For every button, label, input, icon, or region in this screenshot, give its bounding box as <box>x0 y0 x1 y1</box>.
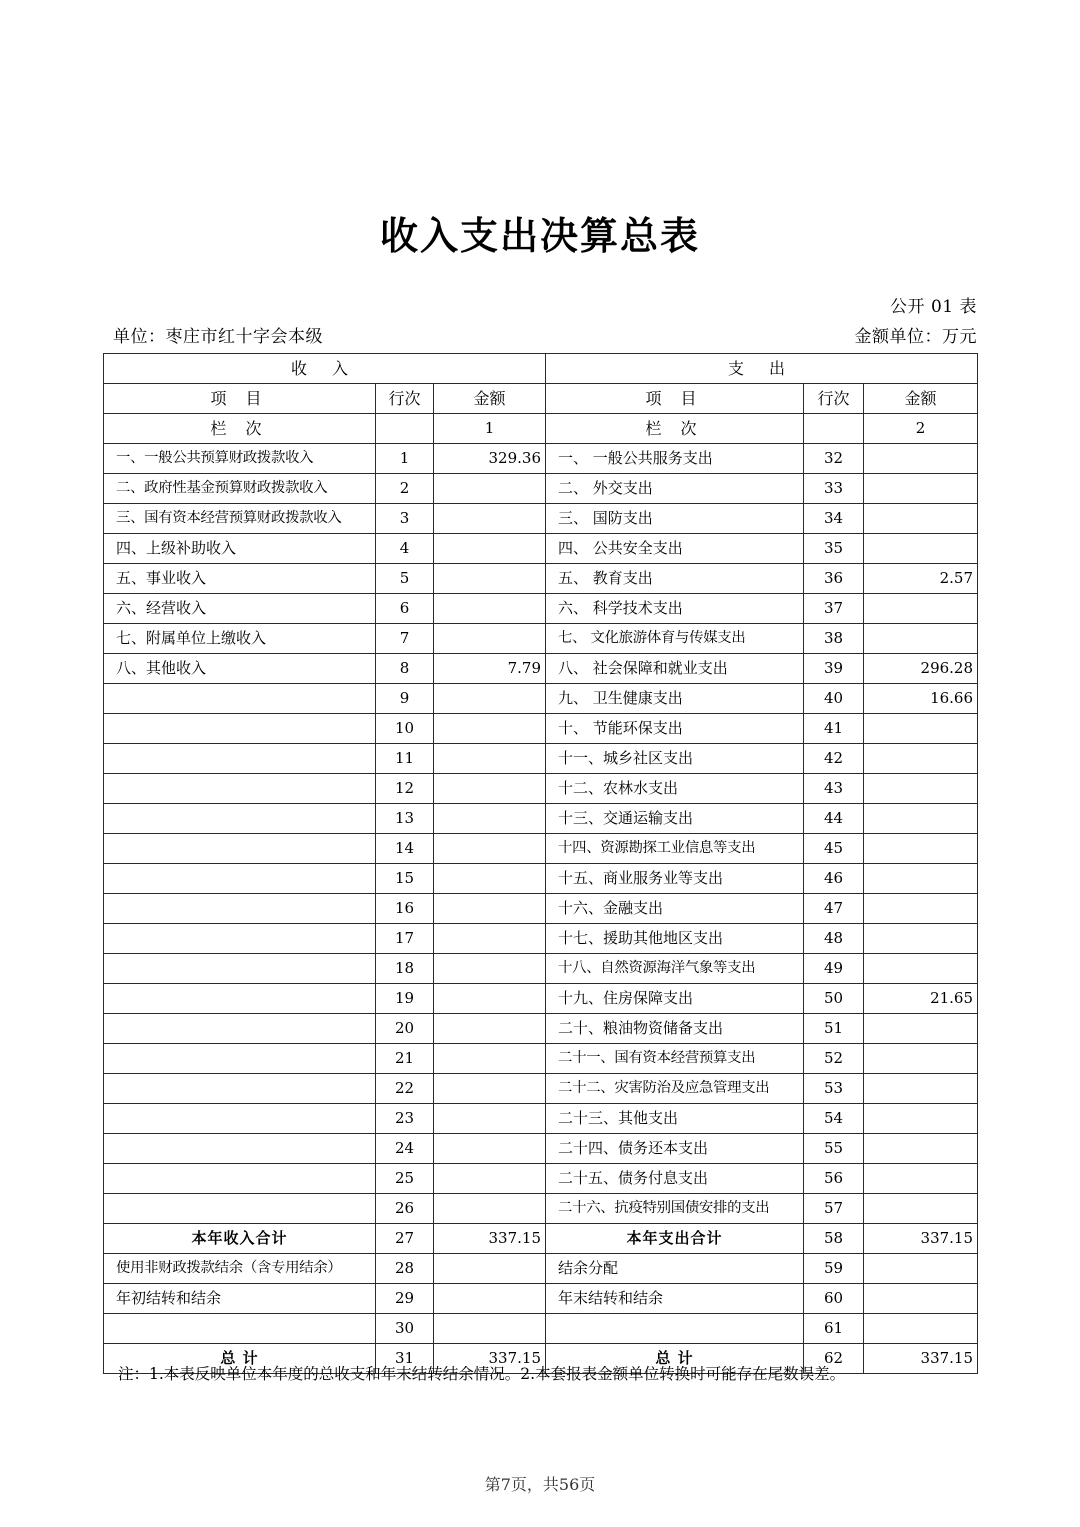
cell-expenditure-item-18 <box>546 984 804 1014</box>
cell-income-lineno-14: 15 <box>376 864 434 894</box>
cell-expenditure-item-4 <box>546 564 804 594</box>
table-column-index-row <box>104 414 978 444</box>
cell-expenditure-amount-20 <box>864 1044 978 1074</box>
column-header-expenditure-item: 项 目 <box>546 384 804 414</box>
table-row <box>104 1044 978 1074</box>
cell-income-item-13 <box>104 834 376 864</box>
cell-expenditure-amount-28 <box>864 1284 978 1314</box>
cell-expenditure-lineno-20: 52 <box>804 1044 864 1074</box>
cell-income-item-2-text: 三、国有资本经营预算财政拨款收入 <box>116 509 342 526</box>
cell-expenditure-item-5 <box>546 594 804 624</box>
cell-expenditure-item-23 <box>546 1134 804 1164</box>
cell-expenditure-item-24-text: 二十五、债务付息支出 <box>558 1169 709 1188</box>
cell-expenditure-item-22-text: 二十三、其他支出 <box>558 1109 679 1128</box>
cell-income-item-0-text: 一、一般公共预算财政拨款收入 <box>116 449 314 466</box>
cell-income-amount-13 <box>434 834 546 864</box>
cell-expenditure-item-17 <box>546 954 804 984</box>
cell-expenditure-item-28-text: 年末结转和结余 <box>558 1289 664 1308</box>
cell-expenditure-amount-9 <box>864 714 978 744</box>
table-row <box>104 834 978 864</box>
cell-expenditure-item-11-text: 十二、农林水支出 <box>558 779 679 798</box>
cell-expenditure-lineno-30: 62 <box>804 1344 864 1374</box>
cell-income-amount-21 <box>434 1074 546 1104</box>
table-row <box>104 714 978 744</box>
cell-expenditure-amount-16 <box>864 924 978 954</box>
table-row <box>104 1104 978 1134</box>
cell-expenditure-amount-4: 2.57 <box>864 564 978 594</box>
cell-income-item-19 <box>104 1014 376 1044</box>
cell-expenditure-item-19 <box>546 1014 804 1044</box>
cell-income-amount-7: 7.79 <box>434 654 546 684</box>
table-row <box>104 594 978 624</box>
cell-expenditure-amount-17 <box>864 954 978 984</box>
cell-expenditure-amount-29 <box>864 1314 978 1344</box>
table-row <box>104 684 978 714</box>
cell-income-amount-28 <box>434 1284 546 1314</box>
cell-income-amount-0: 329.36 <box>434 444 546 474</box>
cell-income-item-23 <box>104 1134 376 1164</box>
cell-income-lineno-27: 28 <box>376 1254 434 1284</box>
cell-income-lineno-1: 2 <box>376 474 434 504</box>
cell-expenditure-lineno-25: 57 <box>804 1194 864 1224</box>
cell-income-amount-5 <box>434 594 546 624</box>
cell-income-lineno-5: 6 <box>376 594 434 624</box>
cell-expenditure-amount-5 <box>864 594 978 624</box>
cell-income-lineno-18: 19 <box>376 984 434 1014</box>
cell-expenditure-amount-10 <box>864 744 978 774</box>
cell-income-amount-17 <box>434 954 546 984</box>
cell-expenditure-amount-12 <box>864 804 978 834</box>
cell-income-amount-1 <box>434 474 546 504</box>
cell-income-lineno-26: 27 <box>376 1224 434 1254</box>
column-header-expenditure-lineno: 行次 <box>804 384 864 414</box>
cell-income-item-28-text: 年初结转和结余 <box>116 1289 222 1308</box>
cell-expenditure-amount-23 <box>864 1134 978 1164</box>
cell-expenditure-item-7 <box>546 654 804 684</box>
cell-income-amount-25 <box>434 1194 546 1224</box>
cell-income-lineno-0: 1 <box>376 444 434 474</box>
cell-income-lineno-11: 12 <box>376 774 434 804</box>
cell-income-item-16 <box>104 924 376 954</box>
cell-income-item-12 <box>104 804 376 834</box>
cell-income-amount-18 <box>434 984 546 1014</box>
cell-expenditure-amount-14 <box>864 864 978 894</box>
cell-expenditure-lineno-1: 33 <box>804 474 864 504</box>
cell-income-item-11 <box>104 774 376 804</box>
form-code-label: 公开 01 表 <box>890 297 977 317</box>
cell-expenditure-amount-18: 21.65 <box>864 984 978 1014</box>
cell-expenditure-amount-1 <box>864 474 978 504</box>
cell-income-amount-9 <box>434 714 546 744</box>
cell-expenditure-lineno-29: 61 <box>804 1314 864 1344</box>
cell-expenditure-amount-24 <box>864 1164 978 1194</box>
cell-expenditure-item-18-text: 十九、住房保障支出 <box>558 989 694 1008</box>
cell-expenditure-item-27 <box>546 1254 804 1284</box>
table-row <box>104 1134 978 1164</box>
cell-income-lineno-19: 20 <box>376 1014 434 1044</box>
column-header-expenditure-amount: 金额 <box>864 384 978 414</box>
cell-income-amount-26: 337.15 <box>434 1224 546 1254</box>
table-row <box>104 1314 978 1344</box>
cell-expenditure-item-21-text: 二十二、灾害防治及应急管理支出 <box>558 1079 770 1096</box>
cell-expenditure-amount-2 <box>864 504 978 534</box>
cell-income-lineno-30: 31 <box>376 1344 434 1374</box>
cell-expenditure-item-23-text: 二十四、债务还本支出 <box>558 1139 709 1158</box>
cell-expenditure-lineno-18: 50 <box>804 984 864 1014</box>
cell-expenditure-item-15-text: 十六、金融支出 <box>558 899 664 918</box>
cell-expenditure-item-20-text: 二十一、国有资本经营预算支出 <box>558 1049 756 1066</box>
cell-expenditure-lineno-22: 54 <box>804 1104 864 1134</box>
cell-income-amount-2 <box>434 504 546 534</box>
cell-expenditure-lineno-26: 58 <box>804 1224 864 1254</box>
table-row <box>104 1254 978 1284</box>
cell-income-lineno-6: 7 <box>376 624 434 654</box>
cell-expenditure-item-10-text: 十一、城乡社区支出 <box>558 749 694 768</box>
column-header-income-item: 项 目 <box>104 384 376 414</box>
cell-expenditure-item-8 <box>546 684 804 714</box>
cell-expenditure-lineno-14: 46 <box>804 864 864 894</box>
cell-income-lineno-20: 21 <box>376 1044 434 1074</box>
lan-colnum-expenditure: 2 <box>864 414 978 444</box>
table-row <box>104 444 978 474</box>
cell-expenditure-lineno-24: 56 <box>804 1164 864 1194</box>
cell-expenditure-item-5-text: 六、 科学技术支出 <box>558 599 683 618</box>
cell-expenditure-item-12-text: 十三、交通运输支出 <box>558 809 694 828</box>
cell-income-amount-4 <box>434 564 546 594</box>
table-row <box>104 924 978 954</box>
cell-expenditure-item-8-text: 九、 卫生健康支出 <box>558 689 683 708</box>
cell-expenditure-item-28 <box>546 1284 804 1314</box>
cell-expenditure-item-7-text: 八、 社会保障和就业支出 <box>558 659 728 678</box>
cell-expenditure-item-13 <box>546 834 804 864</box>
table-row <box>104 1014 978 1044</box>
cell-expenditure-amount-7: 296.28 <box>864 654 978 684</box>
cell-expenditure-item-12 <box>546 804 804 834</box>
cell-income-lineno-10: 11 <box>376 744 434 774</box>
cell-income-lineno-25: 26 <box>376 1194 434 1224</box>
table-row <box>104 894 978 924</box>
cell-income-lineno-8: 9 <box>376 684 434 714</box>
cell-income-amount-11 <box>434 774 546 804</box>
cell-income-item-30-text: 总 计 <box>220 1349 259 1368</box>
cell-expenditure-lineno-11: 43 <box>804 774 864 804</box>
table-row <box>104 984 978 1014</box>
column-header-income-lineno: 行次 <box>376 384 434 414</box>
cell-expenditure-amount-6 <box>864 624 978 654</box>
cell-expenditure-item-25 <box>546 1194 804 1224</box>
lan-label-income: 栏 次 <box>104 414 376 444</box>
cell-expenditure-lineno-12: 44 <box>804 804 864 834</box>
cell-income-amount-10 <box>434 744 546 774</box>
cell-income-item-29 <box>104 1314 376 1344</box>
cell-expenditure-lineno-8: 40 <box>804 684 864 714</box>
cell-income-item-0 <box>104 444 376 474</box>
table-row <box>104 624 978 654</box>
cell-income-item-26-text: 本年收入合计 <box>191 1229 288 1248</box>
cell-income-item-7-text: 八、其他收入 <box>116 659 207 678</box>
table-row <box>104 804 978 834</box>
cell-expenditure-item-20 <box>546 1044 804 1074</box>
cell-income-amount-3 <box>434 534 546 564</box>
cell-income-item-9 <box>104 714 376 744</box>
column-header-income-amount: 金额 <box>434 384 546 414</box>
cell-income-lineno-2: 3 <box>376 504 434 534</box>
cell-income-amount-22 <box>434 1104 546 1134</box>
table-row <box>104 1224 978 1254</box>
cell-expenditure-item-27-text: 结余分配 <box>558 1259 619 1278</box>
cell-expenditure-item-2 <box>546 504 804 534</box>
cell-income-item-8 <box>104 684 376 714</box>
cell-income-amount-23 <box>434 1134 546 1164</box>
cell-expenditure-item-13-text: 十四、资源勘探工业信息等支出 <box>558 839 756 856</box>
organization-unit-label: 单位：枣庄市红十字会本级 <box>113 327 323 347</box>
cell-income-lineno-28: 29 <box>376 1284 434 1314</box>
cell-income-item-15 <box>104 894 376 924</box>
table-row <box>104 474 978 504</box>
cell-income-amount-8 <box>434 684 546 714</box>
cell-expenditure-item-2-text: 三、 国防支出 <box>558 509 653 528</box>
cell-income-amount-19 <box>434 1014 546 1044</box>
cell-income-lineno-16: 17 <box>376 924 434 954</box>
cell-income-amount-27 <box>434 1254 546 1284</box>
table-column-header-row <box>104 384 978 414</box>
cell-income-amount-24 <box>434 1164 546 1194</box>
cell-expenditure-lineno-4: 36 <box>804 564 864 594</box>
income-expenditure-table <box>103 353 978 1374</box>
cell-income-item-3-text: 四、上级补助收入 <box>116 539 237 558</box>
cell-expenditure-lineno-6: 38 <box>804 624 864 654</box>
table-footnote: 注：1.本表反映单位本年度的总收支和年末结转结余情况。2.本套报表金额单位转换时可能存在尾数误差。 <box>118 1365 846 1383</box>
cell-income-lineno-15: 16 <box>376 894 434 924</box>
table-row <box>104 1194 978 1224</box>
cell-income-item-18 <box>104 984 376 1014</box>
cell-expenditure-lineno-3: 35 <box>804 534 864 564</box>
cell-income-amount-30: 337.15 <box>434 1344 546 1374</box>
cell-income-item-3 <box>104 534 376 564</box>
cell-expenditure-amount-11 <box>864 774 978 804</box>
cell-income-lineno-29: 30 <box>376 1314 434 1344</box>
cell-income-item-25 <box>104 1194 376 1224</box>
table-row <box>104 654 978 684</box>
cell-income-amount-6 <box>434 624 546 654</box>
cell-expenditure-item-29 <box>546 1314 804 1344</box>
cell-expenditure-item-17-text: 十八、自然资源海洋气象等支出 <box>558 959 756 976</box>
cell-income-item-17 <box>104 954 376 984</box>
cell-expenditure-amount-8: 16.66 <box>864 684 978 714</box>
cell-expenditure-item-9-text: 十、 节能环保支出 <box>558 719 683 738</box>
table-row <box>104 534 978 564</box>
cell-expenditure-lineno-16: 48 <box>804 924 864 954</box>
cell-income-amount-12 <box>434 804 546 834</box>
cell-expenditure-item-26-text: 本年支出合计 <box>626 1229 723 1248</box>
cell-income-lineno-12: 13 <box>376 804 434 834</box>
table-row <box>104 1074 978 1104</box>
cell-expenditure-lineno-23: 55 <box>804 1134 864 1164</box>
cell-expenditure-lineno-27: 59 <box>804 1254 864 1284</box>
cell-expenditure-item-24 <box>546 1164 804 1194</box>
amount-unit-label: 金额单位：万元 <box>854 327 977 347</box>
cell-income-lineno-22: 23 <box>376 1104 434 1134</box>
cell-expenditure-lineno-28: 60 <box>804 1284 864 1314</box>
table-row <box>104 504 978 534</box>
cell-expenditure-lineno-9: 41 <box>804 714 864 744</box>
cell-income-item-22 <box>104 1104 376 1134</box>
cell-expenditure-amount-25 <box>864 1194 978 1224</box>
cell-expenditure-item-25-text: 二十六、抗疫特别国债安排的支出 <box>558 1199 770 1216</box>
cell-expenditure-amount-21 <box>864 1074 978 1104</box>
cell-income-item-21 <box>104 1074 376 1104</box>
cell-income-item-4-text: 五、事业收入 <box>116 569 207 588</box>
cell-income-amount-15 <box>434 894 546 924</box>
cell-income-item-5-text: 六、经营收入 <box>116 599 207 618</box>
cell-expenditure-item-16-text: 十七、援助其他地区支出 <box>558 929 724 948</box>
cell-expenditure-item-3 <box>546 534 804 564</box>
cell-income-amount-20 <box>434 1044 546 1074</box>
lan-lineno-expenditure <box>804 414 864 444</box>
cell-income-item-27 <box>104 1254 376 1284</box>
cell-expenditure-lineno-5: 37 <box>804 594 864 624</box>
cell-income-item-1-text: 二、政府性基金预算财政拨款收入 <box>116 479 328 496</box>
cell-expenditure-lineno-7: 39 <box>804 654 864 684</box>
cell-expenditure-item-14 <box>546 864 804 894</box>
cell-expenditure-item-10 <box>546 744 804 774</box>
cell-expenditure-lineno-13: 45 <box>804 834 864 864</box>
cell-expenditure-item-14-text: 十五、商业服务业等支出 <box>558 869 724 888</box>
cell-income-lineno-3: 4 <box>376 534 434 564</box>
cell-income-lineno-7: 8 <box>376 654 434 684</box>
cell-income-item-20 <box>104 1044 376 1074</box>
cell-expenditure-lineno-2: 34 <box>804 504 864 534</box>
group-header-expenditure: 支 出 <box>546 354 978 384</box>
cell-expenditure-item-30-text: 总 计 <box>655 1349 694 1368</box>
cell-expenditure-lineno-10: 42 <box>804 744 864 774</box>
cell-expenditure-amount-13 <box>864 834 978 864</box>
cell-expenditure-item-1-text: 二、 外交支出 <box>558 479 653 498</box>
lan-colnum-income: 1 <box>434 414 546 444</box>
table-row <box>104 774 978 804</box>
budget-table-wrapper <box>103 353 977 1374</box>
cell-expenditure-item-21 <box>546 1074 804 1104</box>
cell-income-item-10 <box>104 744 376 774</box>
cell-income-lineno-13: 14 <box>376 834 434 864</box>
cell-expenditure-item-26 <box>546 1224 804 1254</box>
page-title: 收入支出决算总表 <box>379 213 700 258</box>
cell-expenditure-item-0 <box>546 444 804 474</box>
cell-income-lineno-23: 24 <box>376 1134 434 1164</box>
cell-income-item-28 <box>104 1284 376 1314</box>
cell-income-item-2 <box>104 504 376 534</box>
cell-expenditure-item-3-text: 四、 公共安全支出 <box>558 539 683 558</box>
cell-income-item-7 <box>104 654 376 684</box>
cell-income-item-26 <box>104 1224 376 1254</box>
table-row <box>104 954 978 984</box>
cell-expenditure-item-11 <box>546 774 804 804</box>
table-row <box>104 564 978 594</box>
cell-expenditure-item-22 <box>546 1104 804 1134</box>
cell-income-lineno-17: 18 <box>376 954 434 984</box>
page-number-footer: 第7页，共56页 <box>484 1475 596 1494</box>
cell-expenditure-lineno-19: 51 <box>804 1014 864 1044</box>
cell-expenditure-item-16 <box>546 924 804 954</box>
cell-income-lineno-4: 5 <box>376 564 434 594</box>
cell-expenditure-amount-15 <box>864 894 978 924</box>
cell-expenditure-amount-30: 337.15 <box>864 1344 978 1374</box>
cell-expenditure-item-0-text: 一、 一般公共服务支出 <box>558 449 713 468</box>
cell-expenditure-item-15 <box>546 894 804 924</box>
lan-label-expenditure: 栏 次 <box>546 414 804 444</box>
cell-expenditure-amount-26: 337.15 <box>864 1224 978 1254</box>
table-row <box>104 1164 978 1194</box>
cell-expenditure-item-1 <box>546 474 804 504</box>
cell-expenditure-lineno-0: 32 <box>804 444 864 474</box>
lan-lineno-income <box>376 414 434 444</box>
cell-expenditure-item-6 <box>546 624 804 654</box>
group-header-income: 收 入 <box>104 354 546 384</box>
table-row <box>104 864 978 894</box>
cell-expenditure-item-4-text: 五、 教育支出 <box>558 569 653 588</box>
cell-income-amount-16 <box>434 924 546 954</box>
cell-expenditure-item-19-text: 二十、粮油物资储备支出 <box>558 1019 724 1038</box>
cell-income-item-5 <box>104 594 376 624</box>
cell-income-item-14 <box>104 864 376 894</box>
cell-income-item-27-text: 使用非财政拨款结余（含专用结余） <box>116 1259 342 1276</box>
cell-income-lineno-24: 25 <box>376 1164 434 1194</box>
cell-expenditure-item-6-text: 七、 文化旅游体育与传媒支出 <box>558 629 746 646</box>
cell-expenditure-lineno-17: 49 <box>804 954 864 984</box>
cell-income-lineno-9: 10 <box>376 714 434 744</box>
cell-income-item-4 <box>104 564 376 594</box>
cell-expenditure-lineno-21: 53 <box>804 1074 864 1104</box>
table-row <box>104 1284 978 1314</box>
cell-income-item-6-text: 七、附属单位上缴收入 <box>116 629 267 648</box>
cell-income-item-24 <box>104 1164 376 1194</box>
cell-expenditure-amount-0 <box>864 444 978 474</box>
cell-income-lineno-21: 22 <box>376 1074 434 1104</box>
table-group-header-row <box>104 354 978 384</box>
cell-expenditure-amount-19 <box>864 1014 978 1044</box>
table-row <box>104 744 978 774</box>
cell-expenditure-amount-3 <box>864 534 978 564</box>
cell-expenditure-amount-27 <box>864 1254 978 1284</box>
cell-expenditure-item-9 <box>546 714 804 744</box>
cell-income-amount-29 <box>434 1314 546 1344</box>
cell-income-item-1 <box>104 474 376 504</box>
cell-expenditure-amount-22 <box>864 1104 978 1134</box>
cell-income-amount-14 <box>434 864 546 894</box>
cell-income-item-6 <box>104 624 376 654</box>
cell-expenditure-lineno-15: 47 <box>804 894 864 924</box>
